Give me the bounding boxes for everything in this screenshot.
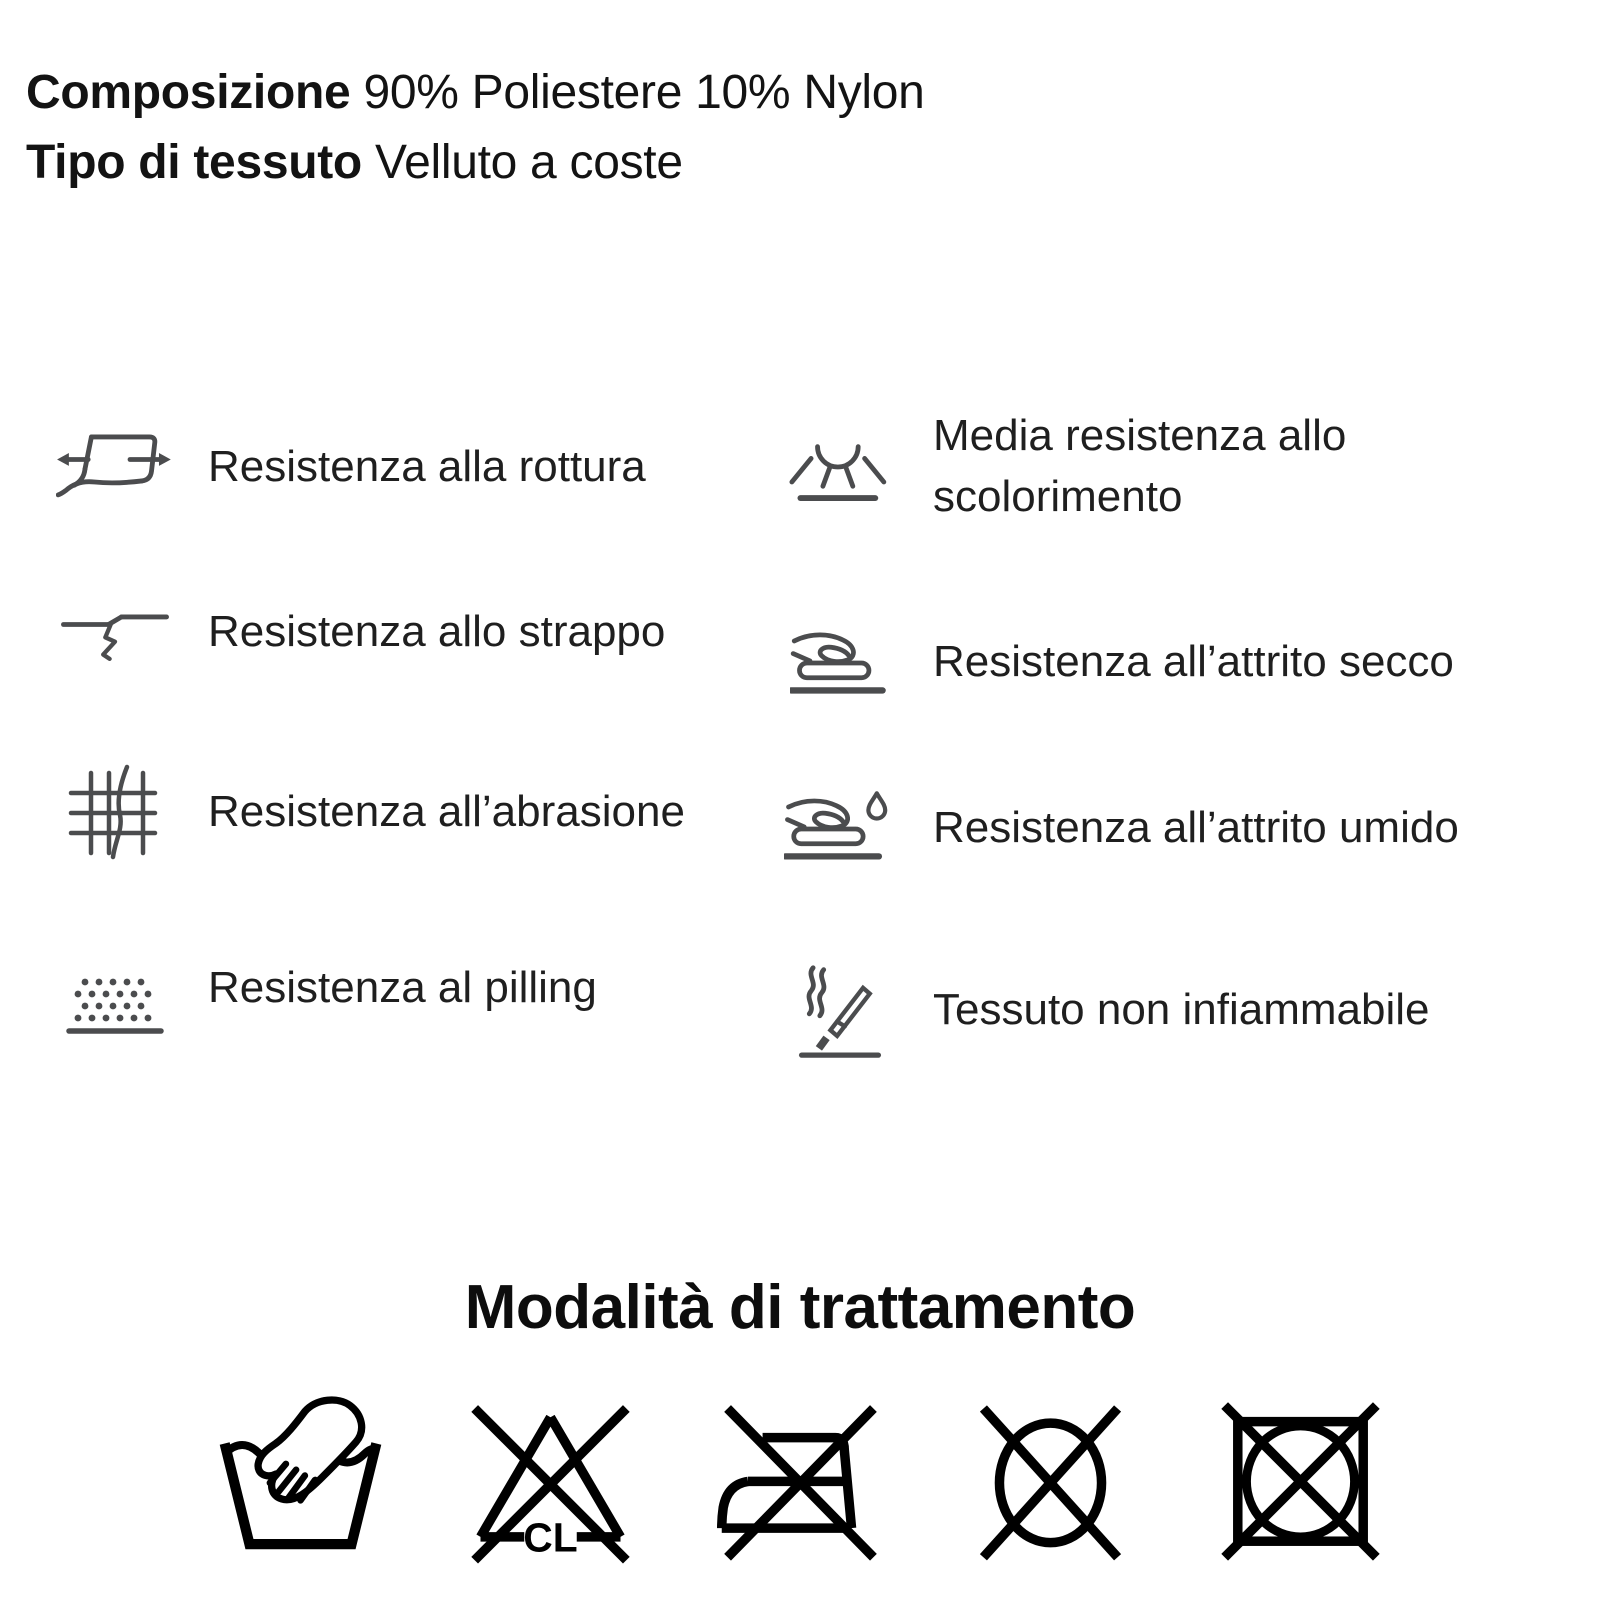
treatment-title: Modalità di trattamento (464, 1273, 1136, 1342)
feature-item (765, 402, 1413, 532)
feature-item (765, 763, 1459, 893)
do-not-dry-clean-icon (960, 1388, 1140, 1568)
fabric-type-value: Velluto a coste (361, 136, 683, 189)
feature-item (40, 567, 665, 697)
feature-item (40, 923, 597, 1053)
hand-wash-icon (210, 1388, 390, 1568)
feature-label: Tessuto non infiammabile (933, 984, 1430, 1034)
non-flammable-icon (765, 959, 915, 1061)
feature-label: Media resistenza allo scolorimento (933, 411, 1347, 521)
pilling-resistance-icon (40, 938, 190, 1038)
fabric-type-label: Tipo di tessuto (26, 136, 362, 189)
composition-label: Composizione (26, 66, 351, 119)
composition-header (26, 58, 925, 198)
feature-item (765, 597, 1454, 727)
abrasion-resistance-icon (40, 761, 190, 863)
do-not-bleach-icon (460, 1388, 640, 1568)
dry-rubbing-resistance-icon (765, 623, 915, 701)
bleach-cl-text: CL (522, 1513, 578, 1560)
feature-label: Resistenza all’abrasione (208, 786, 685, 836)
tear-strength-icon (40, 603, 190, 661)
fabric-type-line (26, 128, 925, 198)
tensile-strength-icon (40, 426, 190, 508)
feature-label: Resistenza allo strappo (208, 606, 666, 656)
wet-rubbing-resistance-icon (765, 787, 915, 869)
care-symbols-row (210, 1388, 1390, 1568)
feature-label: Resistenza alla rottura (208, 441, 646, 491)
feature-item (765, 945, 1429, 1075)
feature-label: Resistenza all’attrito secco (933, 636, 1454, 686)
feature-label: Resistenza al pilling (208, 962, 597, 1012)
do-not-tumble-dry-icon (1210, 1388, 1390, 1568)
sun-fade-resistance-icon (765, 421, 915, 513)
feature-label: Resistenza all’attrito umido (933, 802, 1459, 852)
composition-value: 90% Poliestere 10% Nylon (350, 66, 925, 119)
feature-item (40, 747, 685, 877)
do-not-iron-icon (710, 1388, 890, 1568)
composition-line (26, 58, 925, 128)
feature-item (40, 402, 646, 532)
